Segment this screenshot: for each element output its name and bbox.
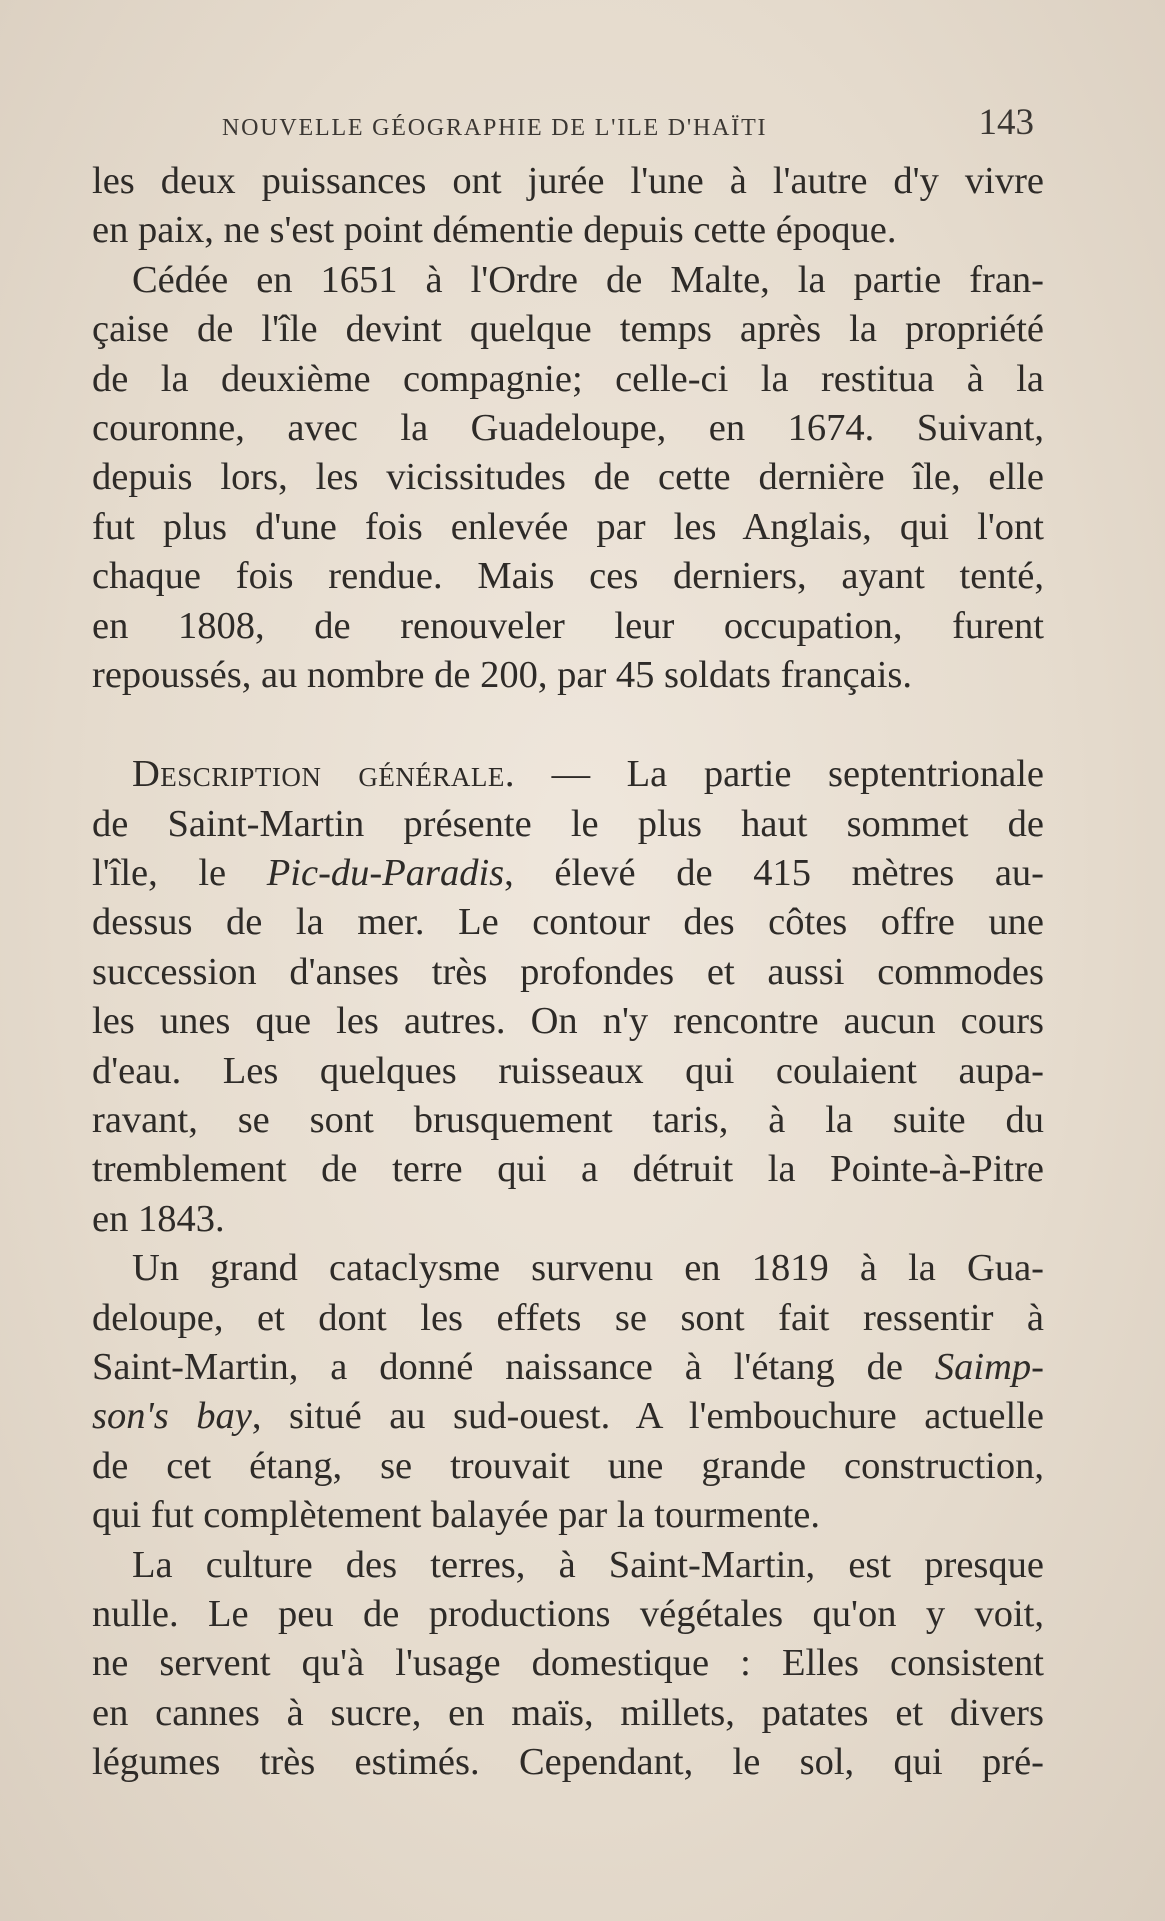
text-line: de Saint-Martin présente le plus haut sommet de (92, 802, 1044, 845)
text-line: en 1808, de renouveler leur occupation, furent (92, 604, 1044, 647)
text-line: chaque fois rendue. Mais ces derniers, ayant tenté, (92, 555, 1044, 598)
text-line: en cannes à sucre, en maïs, millets, patates et divers (92, 1691, 1044, 1734)
place-name-italic: son's bay (92, 1395, 252, 1438)
place-name-italic: Pic-du-Paradis (266, 852, 505, 895)
text-line: La culture des terres, à Saint-Martin, est presque (132, 1543, 1044, 1586)
text-line: tremblement de terre qui a détruit la Pointe-à-Pitre (92, 1148, 1044, 1191)
text-line: dessus de la mer. Le contour des côtes offre une (92, 901, 1044, 944)
text-line (92, 750, 1044, 799)
text-line (92, 1343, 1044, 1392)
text-line: de cet étang, se trouvait une grande construction, (92, 1444, 1044, 1487)
place-name-italic: Saimp- (934, 1345, 1044, 1388)
text-line: nulle. Le peu de productions végétales qu'on y voit, (92, 1592, 1044, 1635)
text-line: les unes que les autres. On n'y rencontre aucun cours (92, 1000, 1044, 1043)
paragraph-continuation (92, 157, 1044, 256)
text-line: couronne, avec la Guadeloupe, en 1674. Suivant, (92, 406, 1044, 449)
paragraph-description (92, 750, 1044, 1244)
text-line: ne servent qu'à l'usage domestique : Elles consistent (92, 1642, 1044, 1685)
text-line: depuis lors, les vicissitudes de cette dernière île, elle (92, 456, 1044, 499)
text-line (92, 1392, 1044, 1441)
paragraph-history (92, 256, 1044, 701)
running-title: NOUVELLE GÉOGRAPHIE DE L'ILE D'HAÏTI (222, 115, 768, 141)
text-line: çaise de l'île devint quelque temps après la propriété (92, 308, 1044, 351)
text-span: , situé au sud-ouest. A l'embouchure actuelle (251, 1395, 1044, 1438)
text-line: Un grand cataclysme survenu en 1819 à la Gua- (132, 1247, 1044, 1290)
paragraph-agriculture (92, 1541, 1044, 1788)
text-line: Cédée en 1651 à l'Ordre de Malte, la partie fran- (132, 258, 1044, 301)
text-line (92, 849, 1044, 898)
text-line: légumes très estimés. Cependant, le sol, qui pré- (92, 1741, 1044, 1784)
text-line: qui fut complètement balayée par la tourmente. (92, 1494, 821, 1537)
text-line: succession d'anses très profondes et aussi commodes (92, 950, 1044, 993)
text-line: repoussés, au nombre de 200, par 45 soldats français. (92, 653, 913, 696)
text-line: ravant, se sont brusquement taris, à la suite du (92, 1099, 1044, 1142)
text-line: en paix, ne s'est point démentie depuis cette époque. (92, 209, 897, 252)
text-span: — La partie septentrionale (515, 753, 1044, 796)
page-header (222, 98, 1042, 142)
page-number: 143 (978, 102, 1034, 143)
text-line: les deux puissances ont jurée l'une à l'autre d'y vivre (92, 160, 1044, 202)
paragraph-cataclysm (92, 1244, 1044, 1540)
section-heading: Description générale. (132, 753, 515, 796)
text-span: , élevé de 415 mètres au- (504, 852, 1044, 895)
text-line: deloupe, et dont les effets se sont fait ressentir à (92, 1296, 1044, 1339)
section-spacer (92, 700, 1044, 750)
text-line: de la deuxième compagnie; celle-ci la restitua à la (92, 357, 1044, 400)
text-span: l'île, le (92, 852, 267, 895)
body-text (92, 157, 1044, 1788)
text-span: Saint-Martin, a donné naissance à l'étang de (92, 1345, 935, 1388)
text-line: d'eau. Les quelques ruisseaux qui coulaient aupa- (92, 1049, 1044, 1092)
text-line: en 1843. (92, 1197, 225, 1240)
text-line: fut plus d'une fois enlevée par les Anglais, qui l'ont (92, 505, 1044, 548)
